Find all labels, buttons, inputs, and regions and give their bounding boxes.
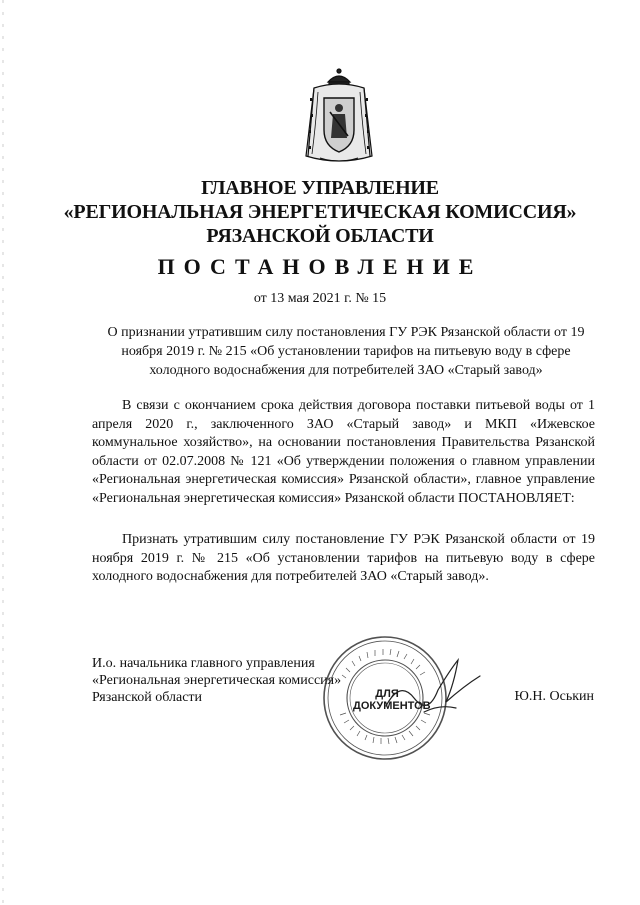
handwritten-signature-icon [380, 650, 490, 730]
organization-title [40, 176, 600, 248]
signatory-position [92, 655, 342, 706]
signatory-position-line-3: Рязанской области [92, 690, 203, 705]
signatory-name: Ю.Н. Оськин [514, 689, 594, 704]
stamp-label-line-1: ДЛЯ [375, 688, 399, 700]
org-title-line-2: «РЕГИОНАЛЬНАЯ ЭНЕРГЕТИЧЕСКАЯ КОМИССИЯ» [63, 201, 577, 223]
body-paragraph-2: Признать утратившим силу постановление ГУ РЭК Рязанской области от 19 ноября 2019 г. № 215 «Об установлении тарифов на питьевую воду в сфере холодного водоснабжения для потребителей ЗАО «Старый завод». [92, 532, 595, 585]
org-title-line-3: РЯЗАНСКОЙ ОБЛАСТИ [206, 225, 434, 247]
scan-margin-mark [2, 0, 4, 905]
document-date-number: от 13 мая 2021 г. № 15 [253, 291, 387, 306]
org-title-line-1: ГЛАВНОЕ УПРАВЛЕНИЕ [201, 177, 439, 199]
signatory-position-line-2: «Региональная энергетическая комиссия» [92, 673, 342, 688]
document-subject: О признании утратившим силу постановления ГУ РЭК Рязанской области от 19 ноября 2019 г. № 215 «Об установлении тарифов на питьевую воду в сфере холодного водоснабжения для потребителей ЗАО «Старый завод» [107, 325, 585, 378]
document-type: ПОСТАНОВЛЕНИЕ [157, 254, 483, 279]
body-paragraph-1: В связи с окончанием срока действия договора поставки питьевой воды от 1 апреля 2020 г., заключенного ЗАО «Старый завод» и МКП «Ижевское коммунальное хозяйство», на основании постановления Правительства Рязанской области от 02.07.2008 № 121 «Об утверждении положения о главном управлении «Региональная энергетическая комиссия» Рязанской области», главное управление «Региональная энергетическая комиссия» Рязанской области ПОСТАНОВЛЯЕТ: [92, 398, 595, 506]
stamp-label-line-2: ДОКУМЕНТОВ [353, 700, 431, 712]
signatory-position-line-1: И.о. начальника главного управления [92, 656, 315, 671]
coat-of-arms-icon [302, 68, 376, 168]
